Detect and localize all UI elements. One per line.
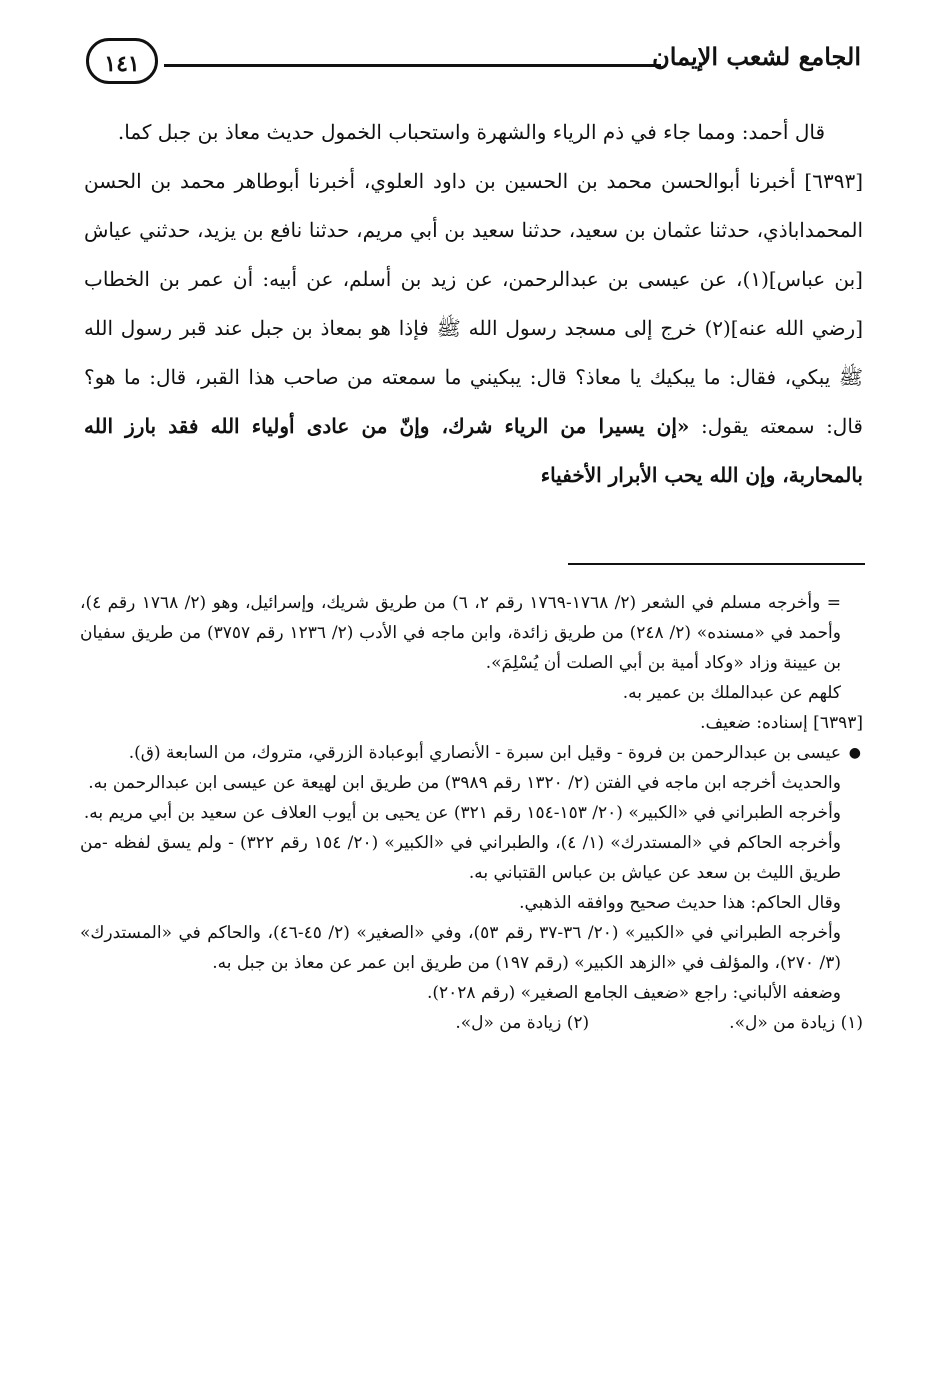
bullet-item: [80, 738, 863, 768]
footnote-line: وأخرجه الحاكم في «المستدرك» (١/ ٤)، والطبراني في «الكبير» (٢٠/ ١٥٤ رقم ٣٢٢) - ولم يسق لفظه -من طريق الليث بن سعد عن عياش بن عباس القتباني به.: [80, 833, 841, 883]
footnote-line: وأخرجه الطبراني في «الكبير» (٢٠/ ١٥٣-١٥٤ رقم ٣٢١) عن يحيى بن أيوب العلاف عن سعيد بن أبي مريم به.: [83, 803, 841, 823]
footnote-continuation: = وأخرجه مسلم في الشعر (٢/ ١٧٦٨-١٧٦٩ رقم ٢، ٦) من طريق شريك، وإسرائيل، وهو (٢/ ١٧٦٨ رقم ٤)، وأحمد في «مسنده» (٢/ ٢٤٨) من طريق زائدة، وابن ماجه في الأدب (٢/ ١٢٣٦ رقم ٣٧٥٧) من طريق سفيان بن عيينة وزاد «وكاد أمية بن أبي الصلت أن يُسْلِمَ».: [80, 593, 842, 673]
book-title: الجامع لشعب الإيمان: [652, 42, 861, 71]
reference-notes: [80, 1008, 863, 1038]
reference-note-2: (٢) زيادة من «ل».: [455, 1013, 590, 1033]
page-number: ١٤١: [86, 38, 158, 84]
footnotes: [80, 588, 863, 1038]
footnote-continuation-end: كلهم عن عبدالملك بن عمير به.: [622, 683, 841, 703]
intro-paragraph: قال أحمد: ومما جاء في ذم الرياء والشهرة واستحباب الخمول حديث معاذ بن جبل كما.: [117, 120, 825, 144]
footnote-line: والحديث أخرجه ابن ماجه في الفتن (٢/ ١٣٢٠ رقم ٣٩٨٩) من طريق ابن لهيعة عن عيسى ابن عبدالرحمن به.: [88, 773, 841, 793]
footnote-line: وقال الحاكم: هذا حديث صحيح ووافقه الذهبي.: [519, 893, 841, 913]
page-header: [86, 38, 861, 94]
hadith-paragraph: [84, 157, 863, 500]
main-text: [84, 108, 863, 500]
footnote-line: وأخرجه الطبراني في «الكبير» (٢٠/ ٣٦-٣٧ رقم ٥٣)، وفي «الصغير» (٢/ ٤٥-٤٦)، والحاكم في «المستدرك» (٣/ ٢٧٠)، والمؤلف في «الزهد الكبير» (رقم ١٩٧) من طريق ابن عمر عن معاذ بن جبل به.: [80, 923, 841, 973]
footnote-separator: [568, 563, 865, 565]
bullet-text: عيسى بن عبدالرحمن بن فروة - وقيل ابن سبرة - الأنصاري أبوعبادة الزرقي، متروك، من السابعة (ق).: [128, 743, 841, 763]
hadith-chain-text: [٦٣٩٣] أخبرنا أبوالحسن محمد بن الحسين بن داود العلوي، أخبرنا أبوطاهر محمد بن الحسن المحمداباذي، حدثنا عثمان بن سعيد، حدثنا سعيد بن أبي مريم، حدثنا نافع بن يزيد، حدثني عياش [بن عباس](١)، عن عيسى بن عبدالرحمن، عن زيد بن أسلم، عن أبيه: أن عمر بن الخطاب [رضي الله عنه](٢) خرج إلى مسجد رسول الله ﷺ فإذا هو بمعاذ بن جبل عند قبر رسول الله ﷺ يبكي، فقال: ما يبكيك يا معاذ؟ قال: يبكيني ما سمعته من صاحب هذا القبر، قال: ما هو؟ قال: سمعته يقول:: [84, 169, 863, 438]
header-rule: [164, 64, 661, 67]
bullet-icon: ●: [848, 745, 861, 761]
isnad-label: [٦٣٩٣] إسناده: ضعيف.: [700, 713, 863, 733]
hadith-quote-text: «إن يسيرا من الرياء شرك، وإنّ من عادى أولياء الله فقد بارز الله بالمحاربة، وإن الله يحب الأبرار الأخفياء: [84, 414, 863, 487]
reference-note-1: (١) زيادة من «ل».: [729, 1013, 863, 1033]
footnote-line: وضعفه الألباني: راجع «ضعيف الجامع الصغير» (رقم ٢٠٢٨).: [426, 983, 841, 1003]
